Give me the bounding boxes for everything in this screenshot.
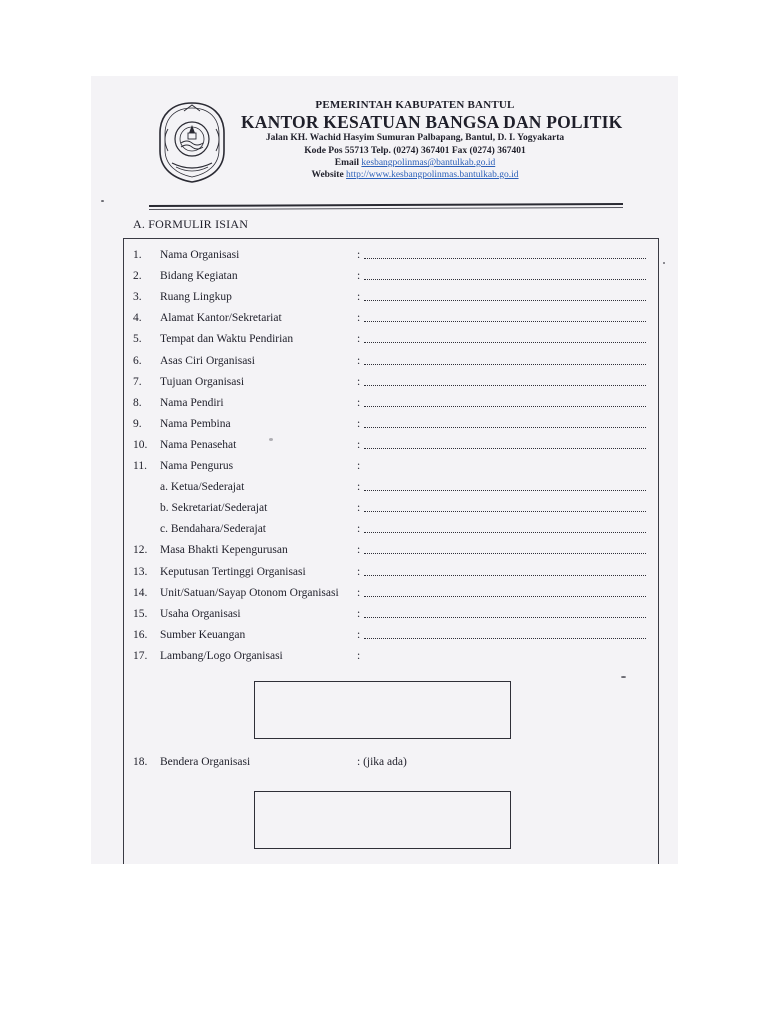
email-link[interactable]: kesbangpolinmas@bantulkab.go.id [361,158,496,168]
field-colon: : [357,375,361,388]
form-field-row [124,312,658,330]
field-number: 1. [133,249,142,261]
form-field-row [124,439,658,457]
field-label: Lambang/Logo Organisasi [160,649,283,662]
field-label: Alamat Kantor/Sekretariat [160,312,282,325]
form-field-row [124,355,658,373]
field-number: 3. [133,291,142,304]
government-name: PEMERINTAH KABUPATEN BANTUL [315,99,515,111]
letterhead-divider-thin [149,207,623,210]
form-field-row [124,544,658,562]
fill-in-line[interactable] [364,448,646,449]
field-number: 16. [133,628,148,641]
field-number: 5. [133,333,142,346]
field-label: Masa Bhakti Kepengurusan [160,544,288,557]
form-field-row [124,587,658,605]
field-label: Nama Pengurus [160,460,234,472]
scan-speck [269,438,273,441]
field-label: Nama Pembina [160,417,231,430]
website-link[interactable]: http://www.kesbangpolinmas.bantulkab.go.id [346,170,519,180]
form-field-row [124,566,658,584]
scan-speck [101,200,104,202]
field-number: 9. [133,417,142,430]
form-field-row [124,502,658,520]
field-label: b. Sekretariat/Sederajat [160,502,268,515]
field-number: 14. [133,586,148,599]
field-number: 2. [133,270,142,283]
field-colon: : [357,333,361,346]
field-colon: : [357,438,361,451]
form-field-row [124,270,658,288]
field-number: 11. [133,460,147,472]
scanned-form-page [91,76,678,864]
field-colon: : [357,249,361,261]
form-field-row [124,333,658,351]
fill-in-line[interactable] [364,364,646,365]
field-label: Nama Pendiri [160,396,224,409]
field-number: 7. [133,375,142,388]
fill-in-line[interactable] [364,575,646,576]
field-number: 18. [133,756,148,768]
field-label: Bidang Kegiatan [160,270,238,283]
field-label: Keputusan Tertinggi Organisasi [160,565,306,578]
field-colon [357,756,407,768]
form-field-row [124,629,658,647]
field-number: 4. [133,312,142,325]
field-label: c. Bendahara/Sederajat [160,523,266,536]
field-label: Unit/Satuan/Sayap Otonom Organisasi [160,586,339,599]
field-colon: : [357,460,361,472]
fill-in-line[interactable] [364,596,646,597]
form-field-row [124,397,658,415]
field-number: 17. [133,649,148,662]
field-colon: : [357,607,361,620]
flag-field-row [124,756,658,774]
fill-in-line[interactable] [364,342,646,343]
form-fields-box [123,238,659,864]
flag-upload-box[interactable] [254,791,511,849]
office-address: Jalan KH. Wachid Hasyim Sumuran Palbapang, Bantul, D. I. Yogyakarta [265,133,565,143]
field-colon-text: : [357,756,361,768]
fill-in-line[interactable] [364,490,646,491]
office-website-line [241,170,589,180]
field-colon: : [357,628,361,641]
form-field-row [124,481,658,499]
field-colon: : [357,502,361,515]
field-label: Tempat dan Waktu Pendirian [160,333,294,346]
field-colon: : [357,270,361,283]
field-colon: : [357,396,361,409]
field-colon: : [357,417,361,430]
field-label: a. Ketua/Sederajat [160,481,245,494]
regency-seal-icon [154,99,230,185]
form-field-row [124,523,658,541]
fill-in-line[interactable] [364,617,646,618]
email-label: Email [334,158,360,168]
fill-in-line[interactable] [364,427,646,428]
form-field-row [124,376,658,394]
field-colon: : [357,544,361,557]
field-label: Usaha Organisasi [160,607,241,620]
field-colon: : [357,649,361,662]
field-colon: : [357,523,361,536]
field-label: Nama Organisasi [160,249,240,261]
field-colon: : [357,565,361,578]
form-field-row [124,608,658,626]
logo-upload-box[interactable] [254,681,511,739]
field-number: 10. [133,438,148,451]
field-colon: : [357,481,361,494]
field-colon: : [357,312,361,325]
field-label: Bendera Organisasi [160,756,251,768]
field-number: 13. [133,565,148,578]
form-field-row [124,650,658,668]
office-contact: Kode Pos 55713 Telp. (0274) 367401 Fax (0274) 367401 [304,146,526,156]
field-colon: : [357,354,361,367]
fill-in-line[interactable] [364,638,646,639]
scan-speck [663,262,665,264]
field-label: Ruang Lingkup [160,291,232,304]
field-label: Tujuan Organisasi [160,375,245,388]
flag-note: (jika ada) [363,756,407,768]
form-field-row [124,291,658,309]
form-field-row [124,460,658,478]
field-label: Nama Penasehat [160,438,237,451]
fill-in-line[interactable] [364,279,646,280]
website-label: Website [311,170,344,180]
office-email-line [241,158,589,168]
fill-in-line[interactable] [364,406,646,407]
section-title: A. FORMULIR ISIAN [133,217,249,231]
fill-in-line[interactable] [364,553,646,554]
field-number: 12. [133,544,148,557]
field-number: 8. [133,396,142,409]
office-name: KANTOR KESATUAN BANGSA DAN POLITIK [241,112,623,132]
field-label: Asas Ciri Organisasi [160,354,255,367]
fill-in-line[interactable] [364,258,646,259]
fill-in-line[interactable] [364,532,646,533]
field-colon: : [357,291,361,304]
fill-in-line[interactable] [364,300,646,301]
form-field-row [124,418,658,436]
fill-in-line[interactable] [364,385,646,386]
fill-in-line[interactable] [364,511,646,512]
field-number: 15. [133,607,148,620]
field-number: 6. [133,354,142,367]
fill-in-line[interactable] [364,321,646,322]
field-label: Sumber Keuangan [160,628,246,641]
field-colon: : [357,586,361,599]
form-field-row [124,249,658,267]
scan-speck [621,676,626,678]
